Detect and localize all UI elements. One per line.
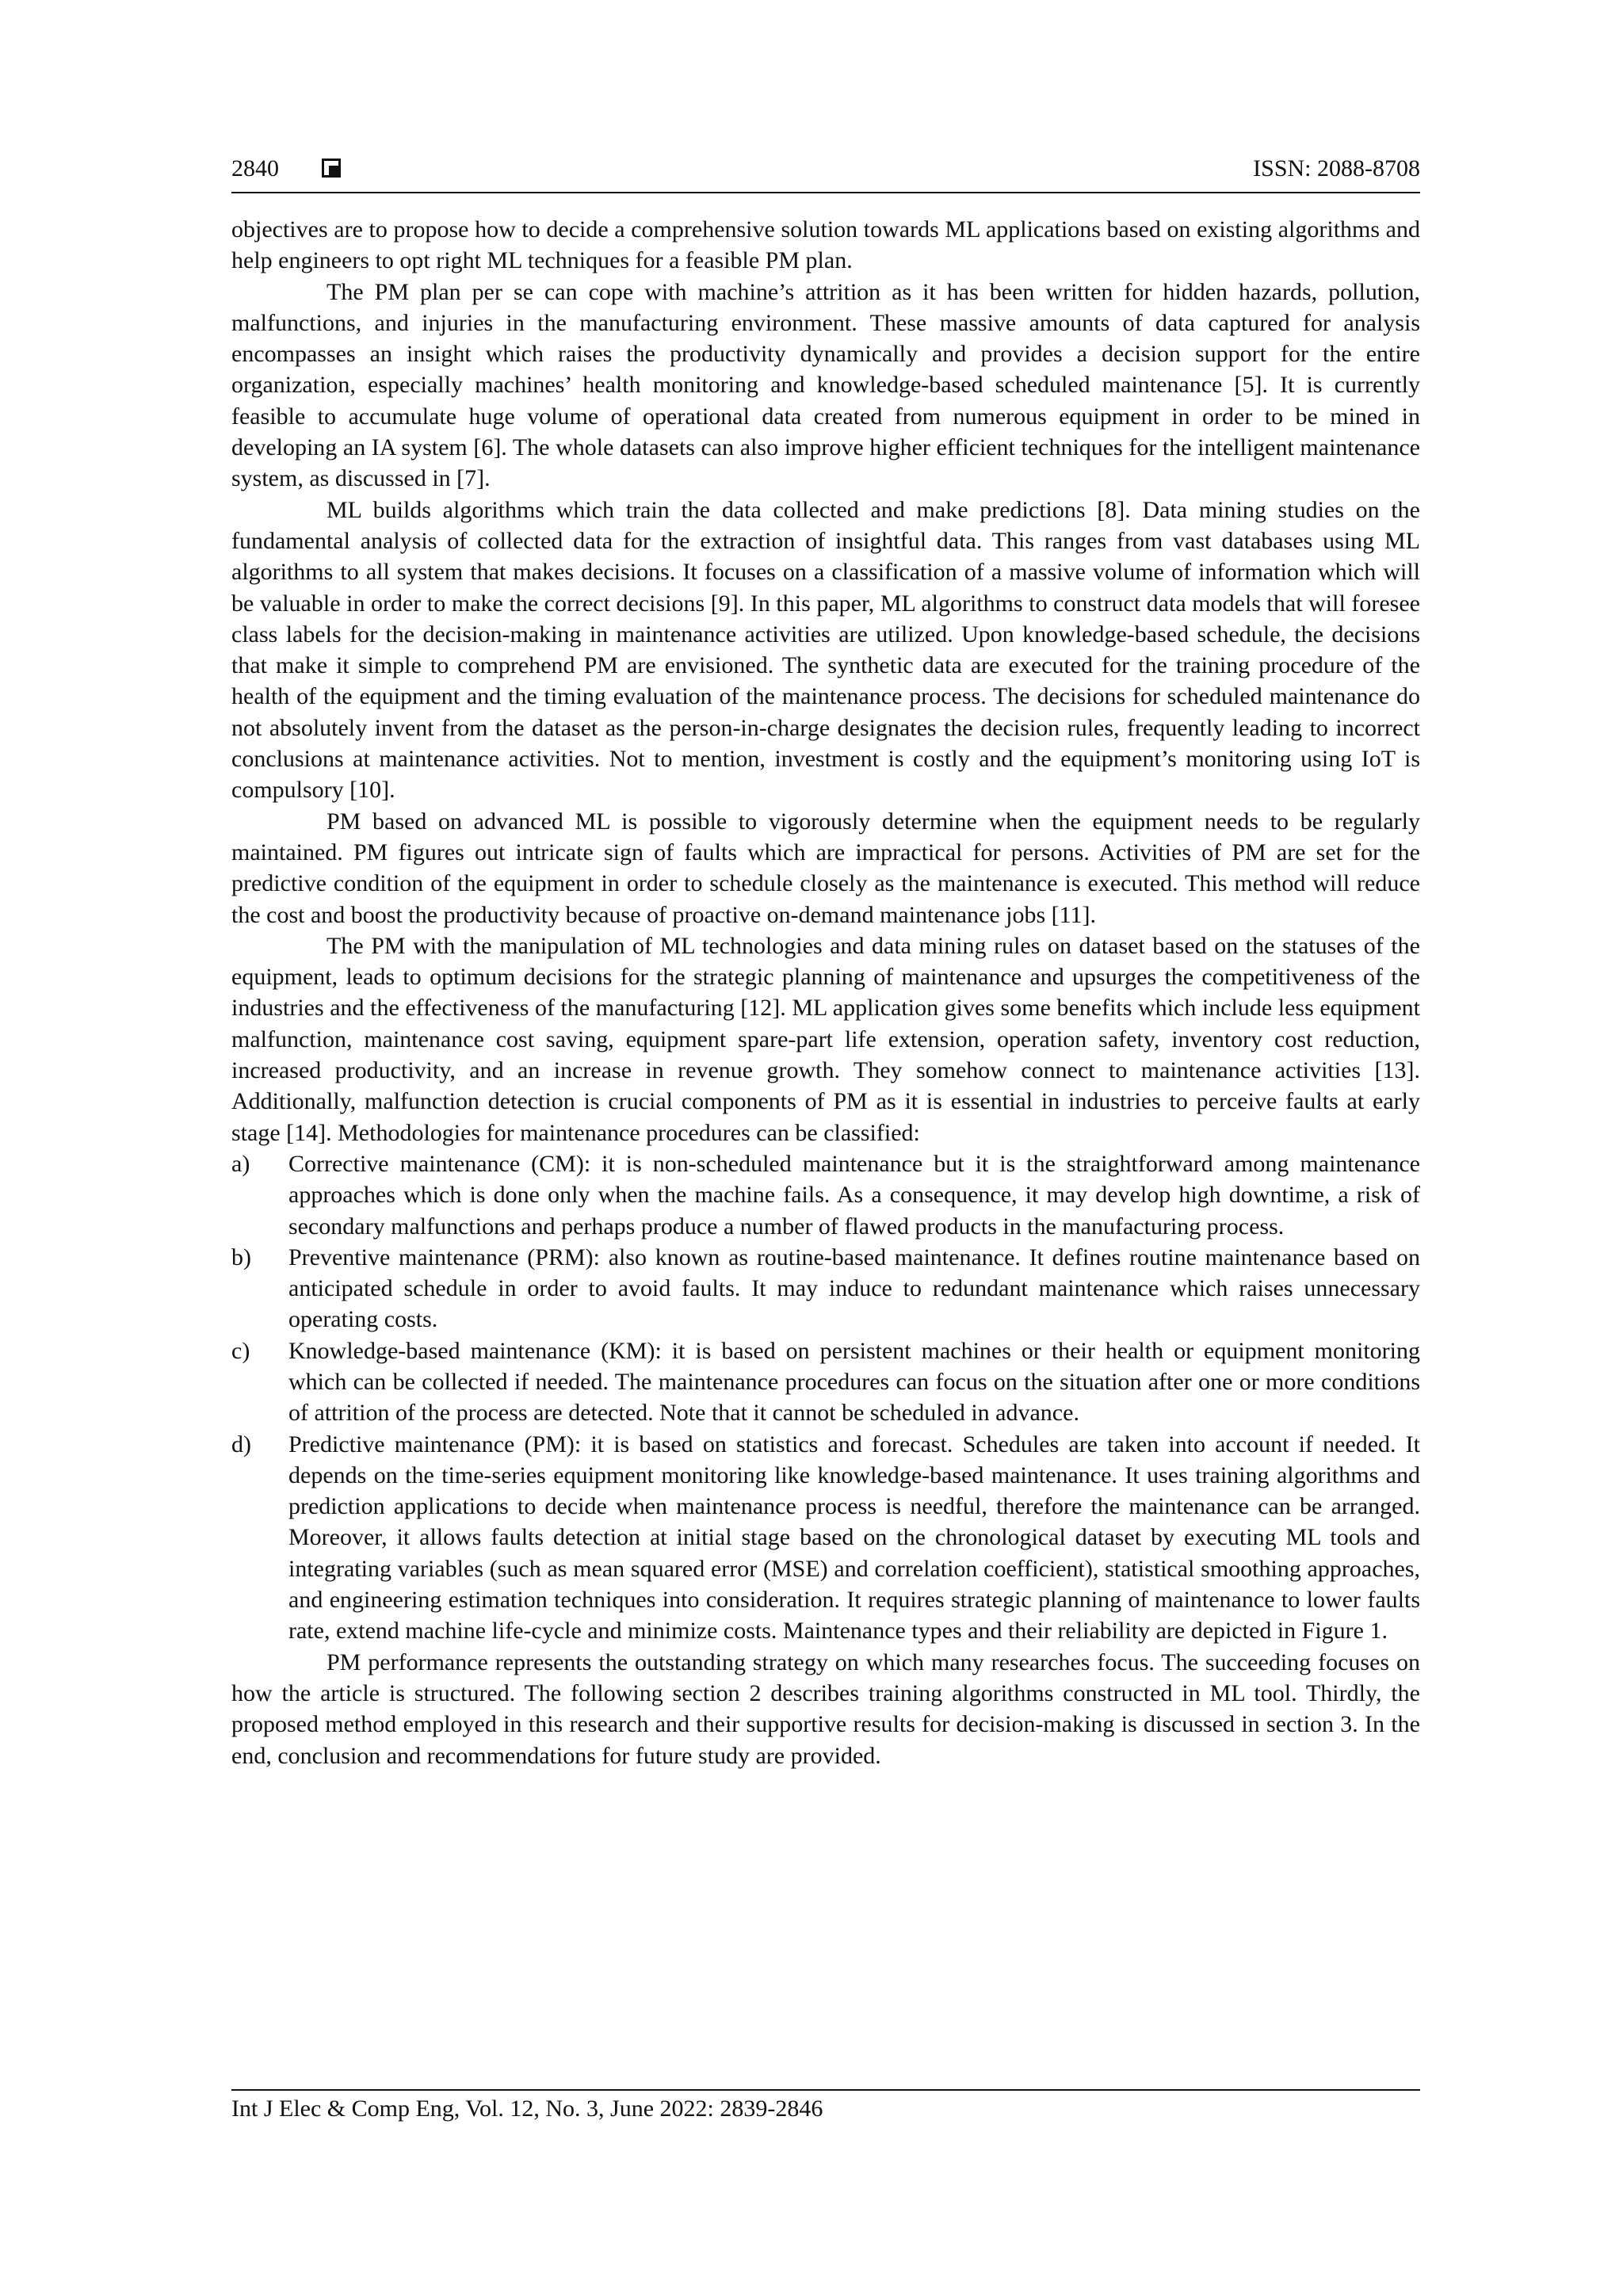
closing-paragraph: PM performance represents the outstanding strategy on which many researches focus. The succeeding focuses on how the article is structured. The following section 2 describes training algorithms constructed in ML tool. Thirdly, the proposed method employed in this research and their supportive results for decision-making is discussed in section 3. In the end, conclusion and recommendations for future study are provided. xyxy=(231,1648,1420,1769)
paragraph: The PM with the manipulation of ML technologies and data mining rules on dataset based on the statuses of the equipment, leads to optimum decisions for the strategic planning of maintenance and upsurges the competitiveness of the industries and the effectiveness of the manufacturing [12]. ML application gives some benefits which include less equipment malfunction, maintenance cost saving, equipment spare-part life extension, operation safety, inventory cost reduction, increased productivity, and an increase in revenue growth. They somehow connect to maintenance activities [13]. Additionally, malfunction detection is crucial components of PM as it is essential in industries to perceive faults at early stage [14]. Methodologies for maintenance procedures can be classified: xyxy=(231,932,1420,1146)
square-bullet-icon xyxy=(322,159,341,178)
list-item-text: Corrective maintenance (CM): it is non-scheduled maintenance but it is the straightforward among maintenance approaches which is done only when the machine fails. As a consequence, it may develop high downtime, a risk of secondary malfunctions and perhaps produce a number of flawed products in the manufacturing process. xyxy=(288,1150,1420,1240)
list-marker: b) xyxy=(231,1244,251,1270)
list-item xyxy=(231,1429,1420,1647)
journal-citation: Int J Elec & Comp Eng, Vol. 12, No. 3, June 2022: 2839-2846 xyxy=(231,2095,823,2122)
list-item xyxy=(231,1242,1420,1335)
paragraph: The PM plan per se can cope with machine’s attrition as it has been written for hidden hazards, pollution, malfunctions, and injuries in the manufacturing environment. These massive amounts of data captured for analysis encompasses an insight which raises the productivity dynamically and provides a decision support for the entire organization, especially machines’ health monitoring and knowledge-based scheduled maintenance [5]. It is currently feasible to accumulate huge volume of operational data created from numerous equipment in order to be mined in developing an IA system [6]. The whole datasets can also improve higher efficient techniques for the intelligent maintenance system, as discussed in [7]. xyxy=(231,278,1420,492)
footer-divider xyxy=(231,2089,1420,2091)
list-marker: d) xyxy=(231,1431,251,1457)
page-number: 2840 xyxy=(231,155,279,181)
issn-label: ISSN: 2088-8708 xyxy=(1253,155,1420,181)
list-item-text: Preventive maintenance (PRM): also known as routine-based maintenance. It defines routine maintenance based on anticipated schedule in order to avoid faults. It may induce to redundant maintenance which raises unnecessary operating costs. xyxy=(288,1244,1420,1333)
list-item-text: Predictive maintenance (PM): it is based on statistics and forecast. Schedules are taken into account if needed. It depends on the time-series equipment monitoring like knowledge-based maintenance. It uses training algorithms and prediction applications to decide when maintenance process is needful, therefore the maintenance can be arranged. Moreover, it allows faults detection at initial stage based on the chronological dataset by executing ML tools and integrating variables (such as mean squared error (MSE) and correlation coefficient), statistical smoothing approaches, and engineering estimation techniques into consideration. It requires strategic planning of maintenance to lower faults rate, extend machine life-cycle and minimize costs. Maintenance types and their reliability are depicted in Figure 1. xyxy=(288,1431,1420,1645)
maintenance-types-list xyxy=(231,1148,1420,1647)
list-item xyxy=(231,1148,1420,1242)
page-header xyxy=(231,152,1420,190)
header-divider xyxy=(231,192,1420,193)
paragraph: ML builds algorithms which train the data collected and make predictions [8]. Data mining studies on the fundamental analysis of collected data for the extraction of insightful data. This ranges from vast databases using ML algorithms to all system that makes decisions. It focuses on a classification of a massive volume of information which will be valuable in order to make the correct decisions [9]. In this paper, ML algorithms to construct data models that will foresee class labels for the decision-making in maintenance activities are utilized. Upon knowledge-based schedule, the decisions that make it simple to comprehend PM are envisioned. The synthetic data are executed for the training procedure of the health of the equipment and the timing evaluation of the maintenance process. The decisions for scheduled maintenance do not absolutely invent from the dataset as the person-in-charge designates the decision rules, frequently leading to incorrect conclusions at maintenance activities. Not to mention, investment is costly and the equipment’s monitoring using IoT is compulsory [10]. xyxy=(231,496,1420,804)
article-body xyxy=(231,214,1420,1771)
paragraph-continued: objectives are to propose how to decide a comprehensive solution towards ML applications based on existing algorithms and help engineers to opt right ML techniques for a feasible PM plan. xyxy=(231,216,1420,274)
paragraph: PM based on advanced ML is possible to vigorously determine when the equipment needs to be regularly maintained. PM figures out intricate sign of faults which are impractical for persons. Activities of PM are set for the predictive condition of the equipment in order to schedule closely as the maintenance is executed. This method will reduce the cost and boost the productivity because of proactive on-demand maintenance jobs [11]. xyxy=(231,808,1420,928)
list-item xyxy=(231,1335,1420,1429)
list-marker: c) xyxy=(231,1337,250,1364)
list-marker: a) xyxy=(231,1150,250,1177)
list-item-text: Knowledge-based maintenance (KM): it is based on persistent machines or their health or equipment monitoring which can be collected if needed. The maintenance procedures can focus on the situation after one or more conditions of attrition of the process are detected. Note that it cannot be scheduled in advance. xyxy=(288,1337,1420,1427)
